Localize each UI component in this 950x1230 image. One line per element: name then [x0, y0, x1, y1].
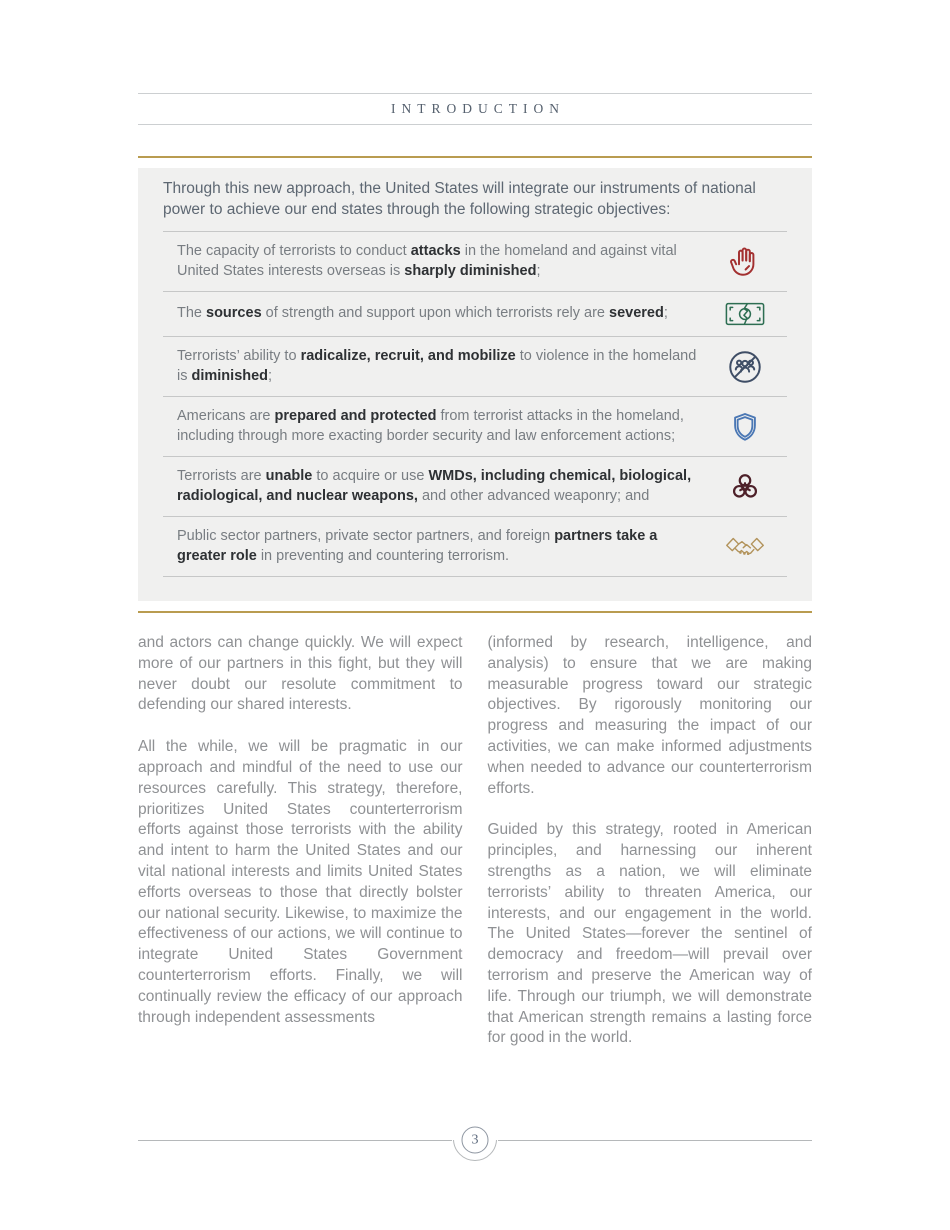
- gold-divider-bottom: [138, 611, 812, 613]
- body-columns: [138, 633, 812, 1049]
- body-right-column: [488, 633, 813, 1049]
- page-number-circle: [462, 1127, 489, 1154]
- objective-text-segment: ;: [663, 305, 668, 322]
- objective-text-segment: sources: [206, 305, 262, 322]
- objective-text: [177, 242, 703, 281]
- objective-text-segment: unable: [265, 468, 313, 484]
- objective-row: [163, 456, 787, 516]
- objective-text-segment: Americans are: [177, 408, 275, 424]
- objective-text-segment: ;: [536, 262, 541, 279]
- objective-text-segment: sharply diminished: [404, 262, 537, 279]
- objective-text-segment: attacks: [410, 243, 461, 259]
- objective-text-segment: Public sector partners, private sector partners, and foreign: [177, 528, 555, 544]
- objective-text-segment: to acquire or use: [312, 468, 429, 484]
- raised-hand-icon: [703, 243, 787, 281]
- objective-text: [177, 527, 703, 566]
- objective-text-segment: partners take a greater role: [177, 528, 658, 564]
- objective-text: [177, 304, 703, 324]
- body-left-column: [138, 633, 463, 1049]
- objective-text-segment: in the homeland and against vital United States interests overseas is: [177, 243, 677, 279]
- objective-text-segment: The capacity of terrorists to conduct: [177, 243, 411, 259]
- page-title: INTRODUCTION: [391, 101, 565, 116]
- page-number: 3: [471, 1132, 479, 1147]
- objective-text-segment: Terrorists’ ability to: [177, 348, 301, 364]
- objectives-intro: Through this new approach, the United States will integrate our instruments of national power to achieve our end states through the following strategic objectives:: [163, 180, 756, 218]
- gold-divider-top: [138, 156, 812, 158]
- document-page: [138, 0, 812, 1049]
- objective-text-segment: ;: [268, 367, 273, 384]
- handshake-icon: [703, 535, 787, 559]
- objective-text-segment: prepared and protected: [274, 408, 437, 424]
- objectives-list: [163, 231, 787, 577]
- shield-icon: [703, 408, 787, 446]
- torn-money-icon: [703, 302, 787, 326]
- objectives-box: [138, 168, 812, 601]
- objective-text: [177, 467, 703, 506]
- body-paragraph: and actors can change quickly. We will expect more of our partners in this fight, but they will never doubt our resolute commitment to defending our shared interests.: [138, 634, 463, 714]
- objective-text-segment: from terrorist attacks in the homeland, including through more exacting border security and law enforcement actions;: [177, 408, 684, 444]
- body-paragraph: All the while, we will be pragmatic in our approach and mindful of the need to use our resources carefully. This strategy, therefore, prioritizes United States counterterrorism efforts against those terrorists with the ability and intent to harm the United States and our vital national interests and limits United States efforts overseas to those that directly bolster our national security. Likewise, to maximize the effectiveness of our actions, we will continue to integrate United States Government counterterrorism efforts. Finally, we will continually review the efficacy of our approach through independent assessments: [138, 738, 463, 1026]
- no-radicalization-icon: [703, 348, 787, 386]
- objective-text-segment: The: [177, 305, 207, 322]
- body-paragraph: Guided by this strategy, rooted in American principles, and harnessing our inherent strengths as a nation, we will eliminate terrorists’ ability to threaten America, our interests, and our engagement in the world. The United States—forever the sentinel of democracy and freedom—will prevail over terrorism and preserve the American way of life. Through our triumph, we will demonstrate that American strength remains a lasting force for good in the world.: [487, 821, 812, 1047]
- objective-row: [163, 336, 787, 396]
- page-footer: [138, 1121, 812, 1167]
- objective-text: [177, 407, 703, 446]
- objective-text: [177, 347, 703, 386]
- objective-text-segment: to violence in the homeland is: [177, 348, 697, 384]
- objective-text-segment: radicalize, recruit, and mobilize: [300, 348, 516, 364]
- objective-row: [163, 396, 787, 456]
- biohazard-icon: [703, 468, 787, 506]
- objective-row: [163, 516, 787, 577]
- header-rule-bottom: [138, 124, 812, 125]
- objective-text-segment: and other advanced weaponry; and: [417, 487, 650, 504]
- objective-text-segment: diminished: [191, 367, 269, 384]
- objective-text-segment: in preventing and countering terrorism.: [256, 547, 510, 564]
- objective-text-segment: Terrorists are: [177, 468, 266, 484]
- objective-text-segment: WMDs, including chemical, biological, radiological, and nuclear weapons,: [177, 468, 692, 504]
- objective-text-segment: of strength and support upon which terrorists rely are: [261, 305, 610, 322]
- objective-row: [163, 291, 787, 336]
- objective-text-segment: severed: [609, 305, 664, 322]
- objective-row: [163, 231, 787, 291]
- body-paragraph: (informed by research, intelligence, and analysis) to ensure that we are making measurable progress toward our strategic objectives. By rigorously monitoring our progress and measuring the impact of our activities, we can make informed adjustments when needed to advance our counterterrorism efforts.: [487, 634, 812, 797]
